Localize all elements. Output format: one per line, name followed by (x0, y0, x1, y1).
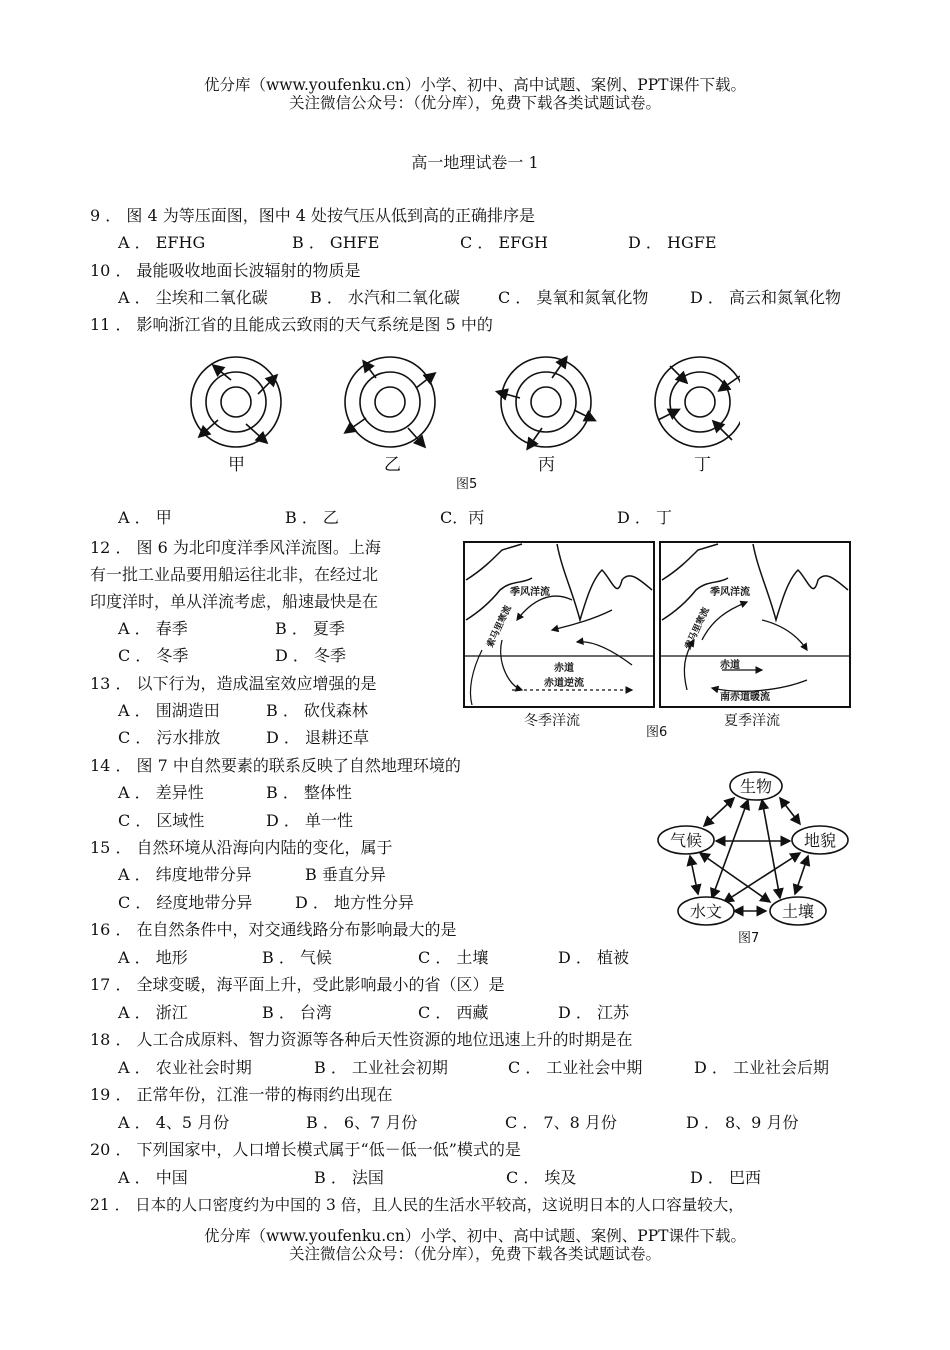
q18-stem: 18 ． 人工合成原料、智力资源等各种后天性资源的地位迅速上升的时期是在 (90, 1030, 633, 1049)
q10-option-b: B ． 水汽和二氧化碳 (310, 288, 460, 307)
figure7-element-links (650, 768, 850, 948)
q9-option-d: D ． HGFE (628, 233, 717, 252)
q18-option-b: B ． 工业社会初期 (314, 1058, 448, 1077)
q14-stem: 14 ． 图 7 中自然要素的联系反映了自然地理环境的 (90, 756, 461, 775)
q13-option-b: B ． 砍伐森林 (266, 701, 368, 720)
q18-option-c: C ． 工业社会中期 (508, 1058, 643, 1077)
q18-option-a: A ． 农业社会时期 (118, 1058, 252, 1077)
q16-option-c: C ． 土壤 (418, 948, 489, 967)
q18-option-d: D ． 工业社会后期 (694, 1058, 830, 1077)
q19-option-d: D ． 8、9 月份 (686, 1113, 799, 1132)
q12-option-a: A ． 春季 (118, 619, 188, 638)
figure6-summer-label-somali: 索马里寒流 (683, 606, 712, 652)
figure6-summer-label-south-eq: 南赤道暖流 (720, 692, 770, 703)
q13-option-a: A ． 围湖造田 (118, 701, 220, 720)
q15-stem: 15 ． 自然环境从沿海向内陆的变化，属于 (90, 838, 393, 857)
q16-option-a: A ． 地形 (118, 948, 188, 967)
figure6-winter-label-somali: 索马里寒流 (485, 604, 514, 650)
q14-option-b: B ． 整体性 (266, 783, 352, 802)
q10-stem: 10 ． 最能吸收地面长波辐射的物质是 (90, 261, 361, 280)
figure6-summer-caption: 夏季洋流 (724, 713, 780, 729)
figure6-winter-panel (464, 542, 654, 707)
q11-option-c: C．丙 (440, 508, 485, 527)
figure5-diagram-yi (345, 357, 435, 447)
q15-option-c: C ． 经度地带分异 (118, 893, 253, 912)
q16-option-d: D ． 植被 (558, 948, 630, 967)
figure6-winter-caption: 冬季洋流 (524, 713, 580, 729)
q19-option-b: B ． 6、7 月份 (306, 1113, 418, 1132)
figure6-winter-label-equator: 赤道 (554, 663, 574, 674)
figure5-diagram-bing (498, 357, 594, 448)
figure6-winter-label-counter: 赤道逆流 (544, 678, 584, 689)
q11-option-d: D ． 丁 (617, 508, 673, 527)
q17-stem: 17 ． 全球变暖，海平面上升，受此影响最小的省（区）是 (90, 975, 505, 994)
q11-option-b: B ． 乙 (285, 508, 339, 527)
q16-stem: 16 ． 在自然条件中，对交通线路分布影响最大的是 (90, 920, 457, 939)
q10-option-a: A ． 尘埃和二氧化碳 (118, 288, 268, 307)
q13-stem: 13 ． 以下行为，造成温室效应增强的是 (90, 674, 377, 693)
q14-option-c: C ． 区域性 (118, 811, 205, 830)
q15-option-d: D ． 地方性分异 (295, 893, 415, 912)
q19-option-a: A ． 4、5 月份 (118, 1113, 230, 1132)
q11-stem: 11 ． 影响浙江省的且能成云致雨的天气系统是图 5 中的 (90, 315, 493, 334)
q9-option-a: A ． EFHG (118, 233, 206, 252)
q17-option-a: A ． 浙江 (118, 1003, 188, 1022)
q16-option-b: B ． 气候 (262, 948, 332, 967)
figure5-label-jia: 甲 (228, 455, 245, 475)
q19-stem: 19 ． 正常年份，江淮一带的梅雨约出现在 (90, 1085, 393, 1104)
figure5-diagram-jia (191, 357, 281, 447)
q15-option-b: B 垂直分异 (305, 865, 386, 884)
q21-stem: 21 ． 日本的人口密度约为中国的 3 倍，且人民的生活水平较高，这说明日本的人口容量较大， (90, 1196, 744, 1214)
q12-stem-line2: 有一批工业品要用船运往北非，在经过北 (90, 565, 379, 584)
q17-option-c: C ． 西藏 (418, 1003, 489, 1022)
figure7-node-climate: 气候 (670, 831, 703, 850)
q14-option-a: A ． 差异性 (118, 783, 204, 802)
q19-option-c: C ． 7、8 月份 (505, 1113, 617, 1132)
q15-option-a: A ． 纬度地带分异 (118, 865, 252, 884)
figure5-diagram-ding (655, 357, 740, 447)
figure5-caption: 图5 (456, 477, 478, 492)
q12-stem-line1: 12 ． 图 6 为北印度洋季风洋流图。上海 (90, 538, 381, 557)
figure5-label-yi: 乙 (384, 455, 401, 475)
figure7-caption: 图7 (738, 931, 760, 946)
q9-option-b: B ． GHFE (292, 233, 380, 252)
figure6-caption: 图6 (646, 725, 668, 740)
figure6-winter-label-monsoon: 季风洋流 (510, 587, 550, 598)
q17-option-b: B ． 台湾 (262, 1003, 332, 1022)
q17-option-d: D ． 江苏 (558, 1003, 630, 1022)
doc-title: 高一地理试卷一 1 (411, 153, 539, 172)
q12-option-b: B ． 夏季 (275, 619, 345, 638)
site-header-line2: 关注微信公众号：（优分库），免费下载各类试题试卷。 (288, 94, 661, 112)
figure6-monsoon-currents (462, 540, 854, 740)
figure7-node-bio: 生物 (740, 777, 773, 796)
figure7-node-landform: 地貌 (804, 831, 837, 850)
q11-option-a: A ． 甲 (118, 508, 172, 527)
q20-option-b: B ． 法国 (314, 1168, 384, 1187)
q10-option-c: C ． 臭氧和氮氧化物 (498, 288, 649, 307)
q13-option-c: C ． 污水排放 (118, 728, 221, 747)
q13-option-d: D ． 退耕还草 (266, 728, 370, 747)
site-footer-line1: 优分库（www.youfenku.cn）小学、初中、高中试题、案例、PPT课件下载。 (203, 1227, 747, 1245)
site-footer-line2: 关注微信公众号：（优分库），免费下载各类试题试卷。 (288, 1245, 661, 1263)
figure5-label-ding: 丁 (694, 455, 711, 475)
site-header-line1: 优分库（www.youfenku.cn）小学、初中、高中试题、案例、PPT课件下载。 (203, 76, 747, 94)
figure6-summer-label-monsoon: 季风洋流 (710, 587, 750, 598)
figure5-weather-systems (180, 338, 740, 498)
q12-option-c: C ． 冬季 (118, 646, 189, 665)
q9-stem: 9 ． 图 4 为等压面图，图中 4 处按气压从低到高的正确排序是 (90, 206, 536, 225)
q14-option-d: D ． 单一性 (266, 811, 354, 830)
figure7-node-soil: 土壤 (782, 902, 815, 921)
q12-stem-line3: 印度洋时，单从洋流考虑，船速最快是在 (90, 592, 379, 611)
q20-option-c: C ． 埃及 (506, 1168, 577, 1187)
figure6-summer-label-equator: 赤道 (720, 660, 740, 671)
q10-option-d: D ． 高云和氮氧化物 (690, 288, 842, 307)
q9-option-c: C ． EFGH (460, 233, 548, 252)
q20-option-a: A ． 中国 (118, 1168, 188, 1187)
q20-option-d: D ． 巴西 (690, 1168, 762, 1187)
figure6-summer-panel (660, 542, 850, 707)
q12-option-d: D ． 冬季 (275, 646, 347, 665)
figure5-label-bing: 丙 (538, 455, 555, 475)
figure7-node-hydro: 水文 (690, 902, 723, 921)
q20-stem: 20 ． 下列国家中，人口增长模式属于“低－低一低”模式的是 (90, 1140, 521, 1159)
